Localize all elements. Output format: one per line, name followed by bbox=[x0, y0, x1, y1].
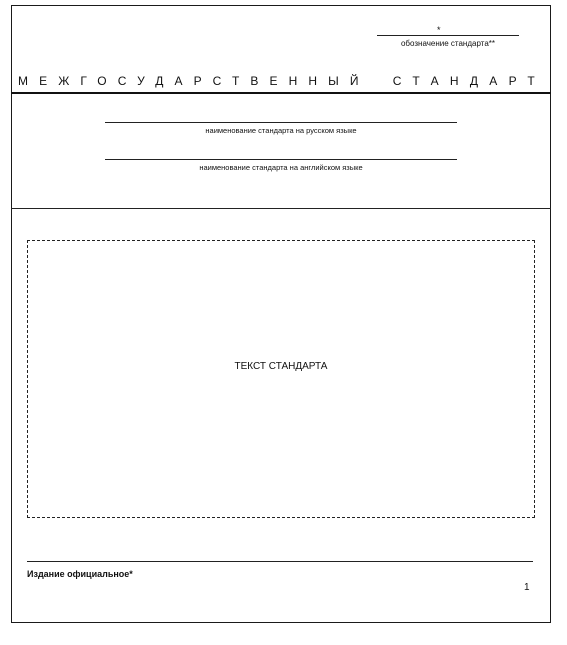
official-edition-label: Издание официальное* bbox=[27, 569, 133, 579]
footer-divider bbox=[27, 561, 533, 562]
header-divider bbox=[11, 92, 551, 94]
standard-type-word-interstate: МЕЖГОСУДАРСТВЕННЫЙ bbox=[18, 74, 370, 88]
names-divider bbox=[11, 208, 551, 209]
designation-field-line bbox=[377, 35, 519, 36]
russian-name-label: наименование стандарта на русском языке bbox=[205, 126, 357, 135]
standard-text-area bbox=[27, 240, 535, 518]
english-name-field-line bbox=[105, 159, 457, 160]
russian-name-field-line bbox=[105, 122, 457, 123]
designation-mark: * bbox=[437, 25, 441, 35]
standard-text-placeholder: ТЕКСТ СТАНДАРТА bbox=[234, 361, 328, 372]
designation-label: обозначение стандарта** bbox=[400, 39, 495, 48]
page-number: 1 bbox=[524, 582, 530, 593]
standard-type-word-standard: СТАНДАРТ bbox=[392, 74, 546, 88]
english-name-label: наименование стандарта на английском языке bbox=[199, 163, 363, 172]
standard-type-heading bbox=[18, 74, 546, 88]
